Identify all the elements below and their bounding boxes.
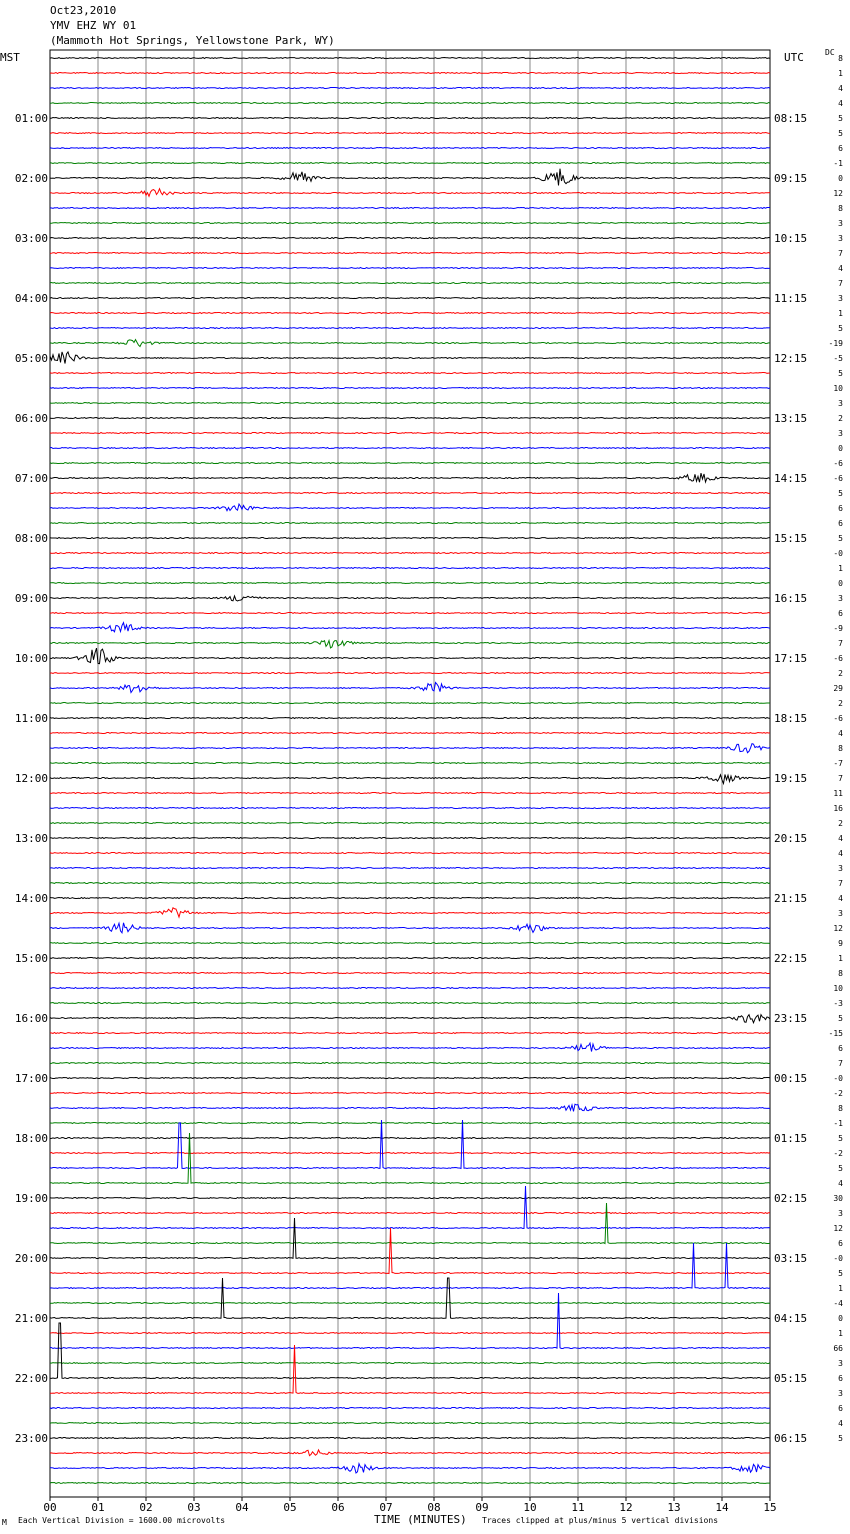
left-hour-label: 14:00 bbox=[14, 892, 48, 905]
seismic-trace bbox=[50, 1323, 770, 1379]
right-hour-label: 01:15 bbox=[774, 1132, 808, 1145]
right-axis-title: UTC bbox=[784, 51, 804, 64]
dc-offset-label: 3 bbox=[838, 399, 843, 408]
left-hour-label: 06:00 bbox=[14, 412, 48, 425]
dc-offset-label: -1 bbox=[833, 1119, 843, 1128]
seismic-trace bbox=[50, 703, 770, 704]
dc-offset-label: 2 bbox=[838, 669, 843, 678]
x-tick-label: 01 bbox=[91, 1501, 105, 1514]
dc-offset-label: 3 bbox=[838, 219, 843, 228]
dc-offset-label: 5 bbox=[838, 1434, 843, 1443]
left-hour-label: 12:00 bbox=[14, 772, 48, 785]
seismic-trace bbox=[50, 88, 770, 89]
dc-offset-label: 8 bbox=[838, 54, 843, 63]
seismic-trace bbox=[50, 838, 770, 839]
seismic-trace bbox=[50, 718, 770, 719]
seismic-trace bbox=[50, 1218, 770, 1259]
dc-offset-label: 12 bbox=[833, 189, 843, 198]
right-hour-label: 13:15 bbox=[774, 412, 808, 425]
dc-offset-label: 1 bbox=[838, 309, 843, 318]
dc-offset-label: 3 bbox=[838, 1359, 843, 1368]
dc-offset-label: 8 bbox=[838, 204, 843, 213]
dc-offset-label: 29 bbox=[833, 684, 843, 693]
right-hour-label: 23:15 bbox=[774, 1012, 808, 1025]
left-hour-label: 09:00 bbox=[14, 592, 48, 605]
station-code: YMV EHZ WY 01 bbox=[50, 19, 137, 32]
seismic-trace bbox=[50, 58, 770, 59]
seismic-trace bbox=[50, 808, 770, 809]
left-hour-label: 19:00 bbox=[14, 1192, 48, 1205]
scale-note: Each Vertical Division = 1600.00 microvolts bbox=[18, 1516, 226, 1525]
right-hour-label: 19:15 bbox=[774, 772, 808, 785]
dc-offset-label: -5 bbox=[833, 354, 843, 363]
dc-offset-label: 1 bbox=[838, 564, 843, 573]
seismic-trace bbox=[50, 352, 770, 364]
seismic-trace bbox=[50, 988, 770, 989]
seismic-trace bbox=[50, 1120, 770, 1169]
seismic-trace bbox=[50, 623, 770, 632]
seismic-trace bbox=[50, 73, 770, 74]
dc-offset-label: 8 bbox=[838, 969, 843, 978]
seismic-trace bbox=[50, 169, 770, 186]
dc-offset-label: 2 bbox=[838, 819, 843, 828]
x-tick-label: 06 bbox=[331, 1501, 345, 1514]
seismic-trace bbox=[50, 868, 770, 869]
seismic-trace bbox=[50, 1345, 770, 1394]
seismic-trace bbox=[50, 553, 770, 554]
dc-offset-label: 16 bbox=[833, 804, 843, 813]
x-tick-label: 09 bbox=[475, 1501, 489, 1514]
right-hour-label: 08:15 bbox=[774, 112, 808, 125]
left-hour-label: 17:00 bbox=[14, 1072, 48, 1085]
seismic-trace bbox=[50, 163, 770, 164]
left-hour-label: 01:00 bbox=[14, 112, 48, 125]
seismic-trace bbox=[50, 418, 770, 419]
dc-offset-label: -1 bbox=[833, 159, 843, 168]
dc-offset-label: 0 bbox=[838, 174, 843, 183]
seismic-trace bbox=[50, 1063, 770, 1064]
seismic-trace bbox=[50, 673, 770, 674]
seismic-trace bbox=[50, 473, 770, 482]
seismic-trace bbox=[50, 613, 770, 614]
dc-offset-label: 10 bbox=[833, 384, 843, 393]
left-hour-label: 11:00 bbox=[14, 712, 48, 725]
dc-offset-label: 0 bbox=[838, 1314, 843, 1323]
seismic-trace bbox=[50, 763, 770, 764]
seismic-trace bbox=[50, 898, 770, 899]
seismic-trace bbox=[50, 523, 770, 524]
dc-offset-label: 3 bbox=[838, 234, 843, 243]
left-hour-label: 03:00 bbox=[14, 232, 48, 245]
seismic-trace bbox=[50, 238, 770, 239]
dc-offset-label: 6 bbox=[838, 1374, 843, 1383]
dc-offset-label: -2 bbox=[833, 1149, 843, 1158]
dc-offset-label: -3 bbox=[833, 999, 843, 1008]
dc-offset-label: 3 bbox=[838, 1389, 843, 1398]
seismic-trace bbox=[50, 1033, 770, 1034]
dc-offset-label: 3 bbox=[838, 864, 843, 873]
seismic-trace bbox=[50, 340, 770, 347]
right-hour-label: 22:15 bbox=[774, 952, 808, 965]
left-hour-label: 04:00 bbox=[14, 292, 48, 305]
seismic-trace bbox=[50, 328, 770, 329]
seismic-trace bbox=[50, 1198, 770, 1199]
dc-offset-label: 1 bbox=[838, 1284, 843, 1293]
x-tick-label: 15 bbox=[763, 1501, 777, 1514]
dc-offset-label: 4 bbox=[838, 84, 843, 93]
seismic-trace bbox=[50, 1078, 770, 1079]
x-tick-label: 10 bbox=[523, 1501, 537, 1514]
seismic-trace bbox=[50, 298, 770, 299]
dc-offset-label: 5 bbox=[838, 1134, 843, 1143]
left-hour-label: 22:00 bbox=[14, 1372, 48, 1385]
dc-offset-label: 4 bbox=[838, 264, 843, 273]
right-hour-label: 05:15 bbox=[774, 1372, 808, 1385]
seismic-trace bbox=[50, 1043, 770, 1051]
clip-note: Traces clipped at plus/minus 5 vertical divisions bbox=[482, 1516, 719, 1525]
dc-offset-label: 6 bbox=[838, 1239, 843, 1248]
right-hour-label: 06:15 bbox=[774, 1432, 808, 1445]
dc-offset-label: -6 bbox=[833, 714, 843, 723]
seismic-trace bbox=[50, 504, 770, 511]
dc-offset-label: -6 bbox=[833, 459, 843, 468]
dc-offset-label: 7 bbox=[838, 639, 843, 648]
dc-offset-label: -2 bbox=[833, 1089, 843, 1098]
dc-offset-label: 8 bbox=[838, 744, 843, 753]
dc-offset-label: 2 bbox=[838, 699, 843, 708]
dc-offset-label: 5 bbox=[838, 1164, 843, 1173]
seismic-trace bbox=[50, 103, 770, 104]
seismic-trace bbox=[50, 1003, 770, 1004]
seismic-trace bbox=[50, 1133, 770, 1184]
x-tick-label: 14 bbox=[715, 1501, 729, 1514]
dc-offset-label: 5 bbox=[838, 114, 843, 123]
left-hour-label: 05:00 bbox=[14, 352, 48, 365]
dc-offset-label: 3 bbox=[838, 1209, 843, 1218]
dc-offset-label: 5 bbox=[838, 1269, 843, 1278]
dc-offset-label: 12 bbox=[833, 924, 843, 933]
seismic-trace bbox=[50, 493, 770, 494]
seismic-trace bbox=[50, 1228, 770, 1274]
dc-offset-label: 5 bbox=[838, 1014, 843, 1023]
x-tick-label: 13 bbox=[667, 1501, 681, 1514]
dc-offset-label: 5 bbox=[838, 129, 843, 138]
dc-offset-label: 10 bbox=[833, 984, 843, 993]
dc-offset-label: 3 bbox=[838, 594, 843, 603]
seismic-trace bbox=[50, 373, 770, 374]
right-hour-label: 21:15 bbox=[774, 892, 808, 905]
left-hour-label: 18:00 bbox=[14, 1132, 48, 1145]
seismic-trace bbox=[50, 853, 770, 854]
seismic-trace bbox=[50, 1243, 770, 1289]
dc-offset-label: 4 bbox=[838, 834, 843, 843]
footer-mark: M bbox=[2, 1518, 7, 1527]
seismic-trace bbox=[50, 223, 770, 224]
seismic-trace bbox=[50, 568, 770, 569]
dc-offset-label: -15 bbox=[828, 1029, 843, 1038]
right-hour-label: 17:15 bbox=[774, 652, 808, 665]
dc-offset-label: -9 bbox=[833, 624, 843, 633]
seismic-trace bbox=[50, 958, 770, 959]
dc-offset-label: 1 bbox=[838, 954, 843, 963]
x-tick-label: 00 bbox=[43, 1501, 57, 1514]
dc-offset-label: 11 bbox=[833, 789, 843, 798]
seismic-trace bbox=[50, 189, 770, 197]
plot-date: Oct23,2010 bbox=[50, 4, 117, 17]
dc-offset-label: 6 bbox=[838, 1044, 843, 1053]
right-hour-label: 02:15 bbox=[774, 1192, 808, 1205]
seismic-trace bbox=[50, 538, 770, 539]
x-tick-label: 03 bbox=[187, 1501, 201, 1514]
seismic-trace bbox=[50, 1464, 770, 1473]
seismic-trace bbox=[50, 1123, 770, 1124]
seismic-trace bbox=[50, 1293, 770, 1349]
seismic-trace bbox=[50, 1093, 770, 1094]
dc-offset-label: 3 bbox=[838, 909, 843, 918]
dc-offset-label: 5 bbox=[838, 369, 843, 378]
dc-offset-label: 3 bbox=[838, 294, 843, 303]
x-tick-label: 12 bbox=[619, 1501, 633, 1514]
dc-offset-label: -6 bbox=[833, 474, 843, 483]
seismic-trace bbox=[50, 283, 770, 284]
seismic-trace bbox=[50, 793, 770, 794]
seismic-trace bbox=[50, 883, 770, 884]
seismic-trace bbox=[50, 943, 770, 944]
seismic-trace bbox=[50, 683, 770, 693]
right-hour-label: 10:15 bbox=[774, 232, 808, 245]
seismic-trace bbox=[50, 1015, 770, 1023]
dc-offset-label: -4 bbox=[833, 1299, 843, 1308]
dc-offset-label: 6 bbox=[838, 144, 843, 153]
x-tick-label: 07 bbox=[379, 1501, 393, 1514]
seismic-trace bbox=[50, 1104, 770, 1111]
left-hour-label: 15:00 bbox=[14, 952, 48, 965]
seismic-trace bbox=[50, 403, 770, 404]
seismic-trace bbox=[50, 208, 770, 209]
seismic-trace bbox=[50, 1186, 770, 1229]
seismic-trace bbox=[50, 118, 770, 119]
seismic-trace bbox=[50, 641, 770, 648]
dc-offset-label: -0 bbox=[833, 1074, 843, 1083]
left-hour-label: 10:00 bbox=[14, 652, 48, 665]
seismic-trace bbox=[50, 1153, 770, 1154]
seismic-trace bbox=[50, 973, 770, 974]
right-hour-label: 14:15 bbox=[774, 472, 808, 485]
x-tick-label: 11 bbox=[571, 1501, 585, 1514]
right-hour-label: 16:15 bbox=[774, 592, 808, 605]
dc-offset-label: 1 bbox=[838, 69, 843, 78]
right-hour-label: 11:15 bbox=[774, 292, 808, 305]
dc-offset-label: 6 bbox=[838, 504, 843, 513]
seismic-trace bbox=[50, 1450, 770, 1456]
dc-column-title: DC bbox=[825, 48, 835, 57]
dc-offset-label: 0 bbox=[838, 444, 843, 453]
right-hour-label: 03:15 bbox=[774, 1252, 808, 1265]
seismic-trace bbox=[50, 775, 770, 784]
dc-offset-label: 4 bbox=[838, 849, 843, 858]
dc-offset-label: 4 bbox=[838, 99, 843, 108]
dc-offset-label: 1 bbox=[838, 1329, 843, 1338]
dc-offset-label: 9 bbox=[838, 939, 843, 948]
seismic-trace bbox=[50, 1213, 770, 1214]
left-hour-label: 08:00 bbox=[14, 532, 48, 545]
seismic-trace bbox=[50, 463, 770, 464]
seismic-trace bbox=[50, 908, 770, 917]
seismic-trace bbox=[50, 648, 770, 664]
x-tick-label: 04 bbox=[235, 1501, 249, 1514]
dc-offset-label: -7 bbox=[833, 759, 843, 768]
dc-offset-label: -0 bbox=[833, 549, 843, 558]
seismic-trace bbox=[50, 1483, 770, 1484]
x-tick-label: 05 bbox=[283, 1501, 297, 1514]
seismic-trace bbox=[50, 1333, 770, 1334]
dc-offset-label: 5 bbox=[838, 489, 843, 498]
dc-offset-label: 66 bbox=[833, 1344, 843, 1353]
left-hour-label: 13:00 bbox=[14, 832, 48, 845]
dc-offset-label: 8 bbox=[838, 1104, 843, 1113]
dc-offset-label: -6 bbox=[833, 654, 843, 663]
seismic-trace bbox=[50, 388, 770, 389]
dc-offset-label: 7 bbox=[838, 879, 843, 888]
left-hour-label: 23:00 bbox=[14, 1432, 48, 1445]
dc-offset-label: 30 bbox=[833, 1194, 843, 1203]
seismic-trace bbox=[50, 596, 770, 601]
dc-offset-label: -19 bbox=[828, 339, 843, 348]
seismic-trace bbox=[50, 448, 770, 449]
seismic-trace bbox=[50, 253, 770, 254]
dc-offset-label: 7 bbox=[838, 774, 843, 783]
seismic-trace bbox=[50, 733, 770, 734]
dc-offset-label: 4 bbox=[838, 894, 843, 903]
right-hour-label: 09:15 bbox=[774, 172, 808, 185]
dc-offset-label: -0 bbox=[833, 1254, 843, 1263]
left-hour-label: 02:00 bbox=[14, 172, 48, 185]
seismic-trace bbox=[50, 1138, 770, 1139]
dc-offset-label: 3 bbox=[838, 429, 843, 438]
seismic-trace bbox=[50, 433, 770, 434]
seismic-trace bbox=[50, 148, 770, 149]
seismic-trace bbox=[50, 583, 770, 584]
dc-offset-label: 4 bbox=[838, 729, 843, 738]
left-hour-label: 07:00 bbox=[14, 472, 48, 485]
seismic-trace bbox=[50, 1363, 770, 1364]
seismic-trace bbox=[50, 1203, 770, 1244]
left-hour-label: 16:00 bbox=[14, 1012, 48, 1025]
seismic-trace bbox=[50, 313, 770, 314]
seismic-trace bbox=[50, 1303, 770, 1304]
dc-offset-label: 7 bbox=[838, 1059, 843, 1068]
dc-offset-label: 2 bbox=[838, 414, 843, 423]
right-hour-label: 15:15 bbox=[774, 532, 808, 545]
dc-offset-label: 6 bbox=[838, 519, 843, 528]
seismic-trace bbox=[50, 923, 770, 933]
dc-offset-label: 0 bbox=[838, 579, 843, 588]
x-tick-label: 08 bbox=[427, 1501, 441, 1514]
dc-offset-label: 5 bbox=[838, 534, 843, 543]
dc-offset-label: 4 bbox=[838, 1179, 843, 1188]
dc-offset-label: 6 bbox=[838, 609, 843, 618]
dc-offset-label: 12 bbox=[833, 1224, 843, 1233]
dc-offset-label: 7 bbox=[838, 279, 843, 288]
right-hour-label: 12:15 bbox=[774, 352, 808, 365]
left-hour-label: 21:00 bbox=[14, 1312, 48, 1325]
seismic-trace bbox=[50, 268, 770, 269]
right-hour-label: 00:15 bbox=[774, 1072, 808, 1085]
seismic-trace bbox=[50, 823, 770, 824]
seismic-trace bbox=[50, 1408, 770, 1409]
x-tick-label: 02 bbox=[139, 1501, 153, 1514]
seismic-trace bbox=[50, 1438, 770, 1439]
dc-offset-label: 4 bbox=[838, 1419, 843, 1428]
seismic-trace bbox=[50, 744, 770, 753]
seismic-trace bbox=[50, 133, 770, 134]
station-location: (Mammoth Hot Springs, Yellowstone Park, WY) bbox=[50, 34, 335, 47]
dc-offset-label: 6 bbox=[838, 1404, 843, 1413]
right-hour-label: 18:15 bbox=[774, 712, 808, 725]
right-hour-label: 20:15 bbox=[774, 832, 808, 845]
seismic-trace bbox=[50, 1278, 770, 1319]
x-axis-title: TIME (MINUTES) bbox=[374, 1513, 467, 1526]
right-hour-label: 04:15 bbox=[774, 1312, 808, 1325]
dc-offset-label: 7 bbox=[838, 249, 843, 258]
dc-offset-label: 5 bbox=[838, 324, 843, 333]
seismic-trace bbox=[50, 1423, 770, 1424]
left-axis-title: MST bbox=[0, 51, 20, 64]
left-hour-label: 20:00 bbox=[14, 1252, 48, 1265]
